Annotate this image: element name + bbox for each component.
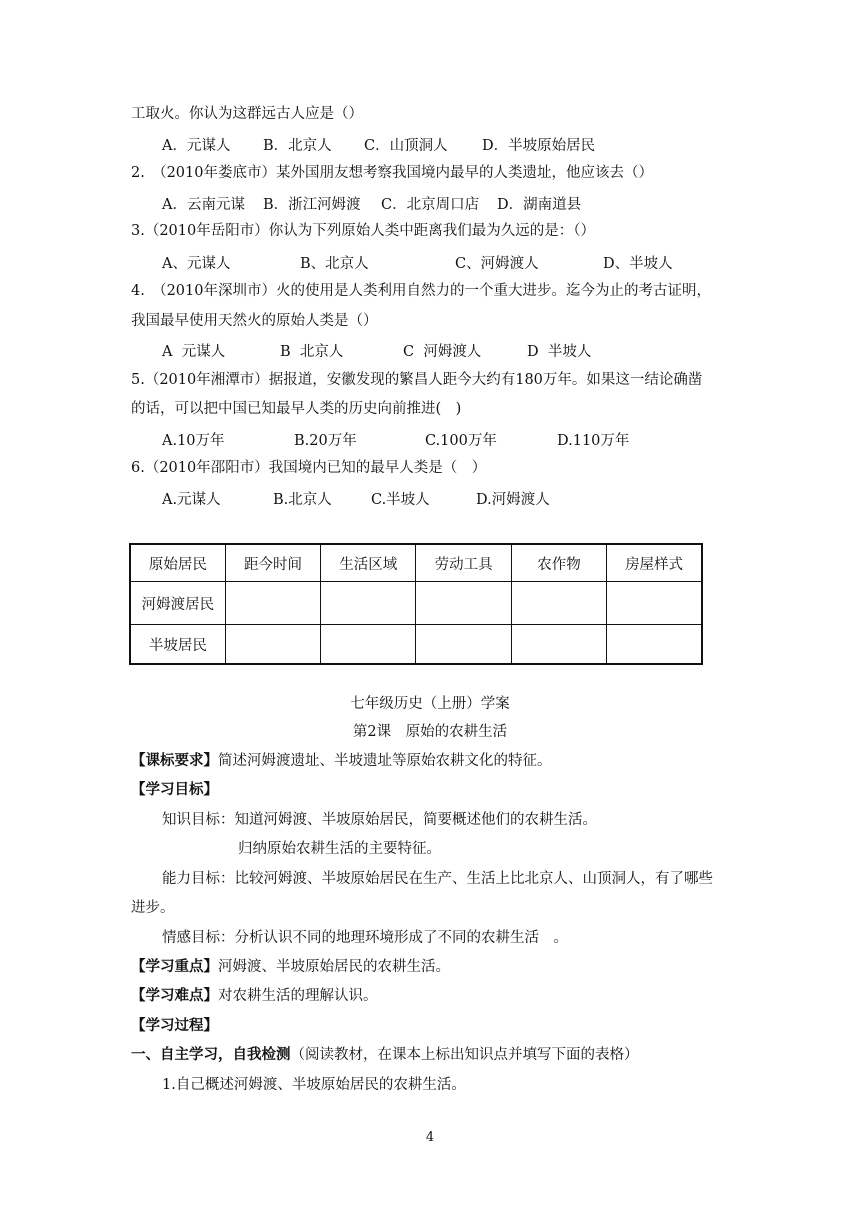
kebiao-text: 简述河姆渡遗址、半坡遗址等原始农耕文化的特征。 [218,753,552,769]
ability-goal-2: 进步。 [131,900,175,916]
q6-option-d: D.河姆渡人 [476,492,550,508]
q2-option-d: D．湖南道县 [497,197,582,213]
zhongdian-row [131,957,450,977]
table-header-row [130,544,702,582]
kebiao-label: 【课标要求】 [131,752,218,769]
q1-option-d: D．半坡原始居民 [482,138,596,154]
nandian-text: 对农耕生活的理解认识。 [218,988,378,1004]
page-number: 4 [425,1130,435,1145]
table-cell[interactable] [607,625,702,665]
q2-option-a: A．云南元谋 [162,197,245,213]
q1-stem-tail: 工取火。你认为这群远古人应是（） [131,106,363,122]
q3-option-c: C、河姆渡人 [455,256,539,272]
mubiao-label: 【学习目标】 [131,781,218,798]
emotion-goal: 情感目标：分析认识不同的地理环境形成了不同的农耕生活 。 [162,930,568,946]
nandian-row [131,986,378,1006]
q5-option-c: C.100万年 [425,433,497,449]
q4-option-d: D 半坡人 [527,344,592,360]
lesson-title: 第2课 原始的农耕生活 [352,724,508,740]
q2-stem: 2. （2010年娄底市）某外国朋友想考察我国境内最早的人类遗址，他应该去（） [131,165,653,181]
table-header-cell: 生活区域 [321,544,416,582]
q4-option-a: A 元谋人 [162,344,226,360]
knowledge-goal: 知识目标：知道河姆渡、半坡原始居民，简要概述他们的农耕生活。 [162,812,597,828]
q6-stem: 6.（2010年邵阳市）我国境内已知的最早人类是（ ） [131,460,487,476]
table-header-cell: 原始居民 [130,544,225,582]
q4-stem-line2: 我国最早使用天然火的原始人类是（） [131,313,378,329]
q6-option-c: C.半坡人 [371,492,430,508]
part1-row [131,1045,639,1065]
part1-note: （阅读教材，在课本上标出知识点并填写下面的表格） [290,1047,639,1063]
q3-stem: 3.（2010年岳阳市）你认为下列原始人类中距离我们最为久远的是：（） [131,223,595,239]
ability-goal: 能力目标：比较河姆渡、半坡原始居民在生产、生活上比北京人、山顶洞人，有了哪些 [162,871,713,887]
zhongdian-label: 【学习重点】 [131,958,218,975]
q5-stem-line1: 5.（2010年湘潭市）据报道，安徽发现的繁昌人距今大约有180万年。如果这一结论确凿 [131,372,703,388]
table-header-cell: 农作物 [511,544,606,582]
table-row [130,582,702,625]
table-cell[interactable] [321,625,416,665]
table-cell[interactable] [511,625,606,665]
q3-option-a: A、元谋人 [162,256,231,272]
table-cell[interactable] [225,625,320,665]
guocheng-label: 【学习过程】 [131,1017,218,1034]
q6-option-a: A.元谋人 [162,492,221,508]
table-cell[interactable] [225,582,320,625]
table-cell[interactable] [607,582,702,625]
knowledge-goal-2: 归纳原始农耕生活的主要特征。 [238,841,441,857]
table-row-label: 半坡居民 [130,625,225,665]
q1-option-a: A．元谋人 [162,138,231,154]
q4-stem-line1: 4. （2010年深圳市）火的使用是人类利用自然力的一个重大进步。迄今为止的考古证明， [131,283,711,299]
kebiao-row [131,751,552,771]
table-row-label: 河姆渡居民 [130,582,225,625]
table-row [130,625,702,665]
q2-option-b: B．浙江河姆渡 [263,197,361,213]
table-cell[interactable] [321,582,416,625]
nandian-label: 【学习难点】 [131,987,218,1004]
q5-option-b: B.20万年 [294,433,357,449]
q3-option-d: D、半坡人 [603,256,673,272]
q5-option-a: A.10万年 [162,433,225,449]
table-header-cell: 距今时间 [225,544,320,582]
zhongdian-text: 河姆渡、半坡原始居民的农耕生活。 [218,959,450,975]
table-cell[interactable] [416,582,511,625]
q1-option-c: C．山顶洞人 [364,138,448,154]
q4-option-c: C 河姆渡人 [403,344,482,360]
table-cell[interactable] [416,625,511,665]
table-header-cell: 房屋样式 [607,544,702,582]
q5-stem-line2: 的话，可以把中国已知最早人类的历史向前推进( ) [131,401,462,417]
q4-option-b: B 北京人 [280,344,344,360]
comparison-table [129,543,703,665]
document-title: 七年级历史（上册）学案 [350,696,510,712]
q5-option-d: D.110万年 [557,433,630,449]
q3-option-b: B、北京人 [300,256,369,272]
q6-option-b: B.北京人 [273,492,332,508]
q1-option-b: B．北京人 [263,138,332,154]
table-cell[interactable] [511,582,606,625]
item-1: 1.自己概述河姆渡、半坡原始居民的农耕生活。 [162,1077,466,1093]
q2-option-c: C．北京周口店 [381,197,480,213]
table-header-cell: 劳动工具 [416,544,511,582]
part1-heading: 一、自主学习，自我检测 [131,1046,291,1063]
